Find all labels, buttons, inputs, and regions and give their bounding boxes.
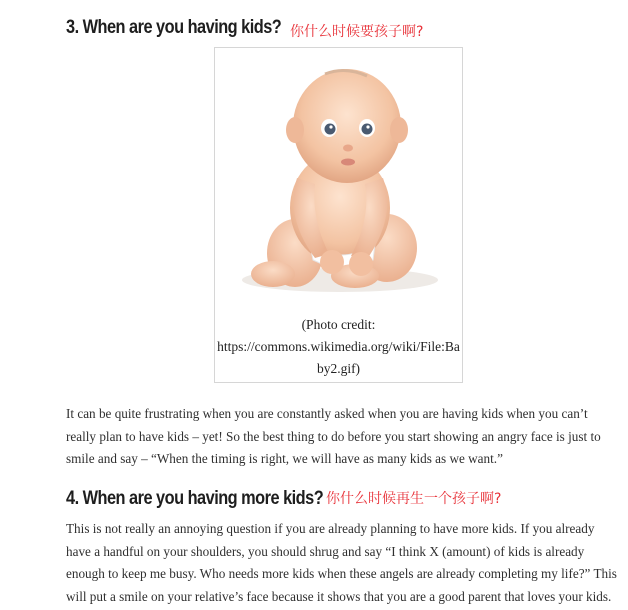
photo-caption — [215, 314, 462, 380]
caption-line: by2.gif) — [316, 361, 361, 376]
section-4-heading-row — [66, 488, 502, 510]
paragraph-section-3 — [66, 403, 614, 471]
caption-line: (Photo credit: — [301, 317, 376, 332]
paragraph-line: enough to keep me busy. Who needs more kids when these angels are already completing my life?” This — [66, 566, 617, 581]
section-4-heading: 4. When are you having more kids? — [66, 488, 324, 509]
paragraph-line: have a handful on your shoulders, you should shrug and say “I think X (amount) of kids is already — [66, 543, 585, 559]
baby-photo — [215, 48, 462, 310]
paragraph-line: really plan to have kids – yet! So the best thing to do before you start showing an angry face is just to — [66, 428, 601, 444]
caption-line: https://commons.wikimedia.org/wiki/File:Ba — [217, 339, 460, 354]
section-3-chinese-annotation: 你什么时候要孩子啊? — [290, 24, 424, 40]
baby-photo-figure — [214, 47, 463, 383]
paragraph-line: It can be quite frustrating when you are constantly asked when you are having kids when you can’t — [66, 406, 588, 421]
section-3-heading-row — [66, 17, 424, 40]
section-4-chinese-annotation: 你什么时候再生一个孩子啊? — [326, 491, 502, 507]
section-3-heading: 3. When are you having kids? — [66, 17, 282, 38]
paragraph-line: smile and say – “When the timing is right, we will have as many kids as we want.” — [66, 451, 503, 466]
paragraph-section-4 — [66, 518, 617, 608]
paragraph-line: will put a smile on your relative’s face because it shows that you are a good parent that loves your kids. — [66, 588, 612, 604]
paragraph-line: This is not really an annoying question if you are already planning to have more kids. If you already — [66, 521, 595, 536]
